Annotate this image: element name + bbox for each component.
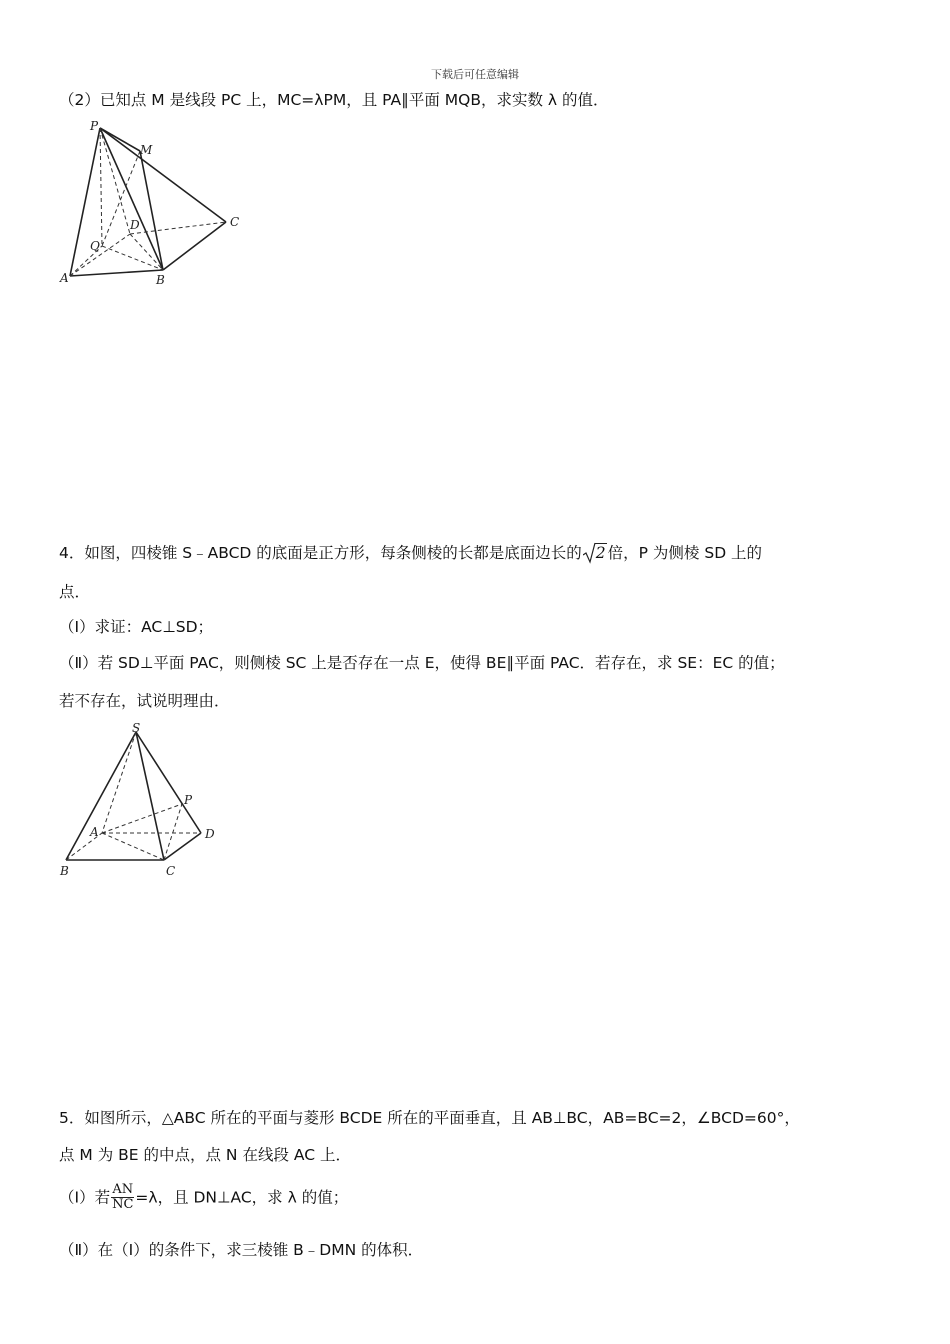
label-P: P <box>184 793 193 807</box>
label-C: C <box>166 864 176 878</box>
q4-pyramid-figure <box>56 718 226 883</box>
label-D: D <box>205 827 215 841</box>
q3-pyramid-figure <box>58 118 248 288</box>
label-A: A <box>90 825 99 839</box>
label-P: P <box>90 119 99 133</box>
q4-line1 <box>59 541 762 563</box>
sqrt-expression <box>583 544 607 562</box>
q5-line2: 点 M 为 BE 的中点，点 N 在线段 AC 上． <box>59 1146 351 1164</box>
label-C: C <box>230 215 240 229</box>
sqrt-radicand: 2 <box>595 544 606 562</box>
q4-line1-prefix: 4．如图，四棱锥 S﹣ABCD 的底面是正方形，每条侧棱的长都是底面边长的 <box>59 544 582 562</box>
label-S: S <box>132 721 141 735</box>
q4-line1-suffix: 倍，P 为侧棱 SD 上的 <box>607 544 763 562</box>
label-B: B <box>156 273 165 287</box>
q3-part2-text: （2）已知点 M 是线段 PC 上，MC=λPM，且 PA∥平面 MQB，求实数 λ 的值． <box>59 91 609 109</box>
q5-part1 <box>59 1183 348 1213</box>
label-B: B <box>60 864 69 878</box>
label-A: A <box>60 271 69 285</box>
fraction-denominator: NC <box>112 1197 134 1213</box>
q5-part2: （Ⅱ）在（Ⅰ）的条件下，求三棱锥 B﹣DMN 的体积． <box>59 1241 424 1259</box>
radical-sign-icon <box>583 542 596 564</box>
q4-line2: 点． <box>59 583 91 601</box>
label-Q: Q <box>90 239 100 253</box>
q4-part2-line1: （Ⅱ）若 SD⊥平面 PAC，则侧棱 SC 上是否存在一点 E，使得 BE∥平面 PAC．若存在，求 SE：EC 的值； <box>59 654 785 672</box>
q5-part1-prefix: （Ⅰ）若 <box>59 1188 111 1207</box>
fraction-numerator: AN <box>112 1182 134 1197</box>
label-D: D <box>130 218 140 232</box>
fraction-AN-NC <box>111 1183 134 1213</box>
q5-line1: 5．如图所示，△ABC 所在的平面与菱形 BCDE 所在的平面垂直，且 AB⊥BC，AB=BC=2，∠BCD=60°， <box>59 1109 800 1127</box>
q4-part2-line2: 若不存在，试说明理由． <box>59 692 230 710</box>
page-header: 下载后可任意编辑 <box>431 68 519 81</box>
q4-part1: （Ⅰ）求证：AC⊥SD； <box>59 618 214 636</box>
label-M: M <box>140 143 153 157</box>
q5-part1-suffix: =λ，且 DN⊥AC，求 λ 的值； <box>135 1188 349 1207</box>
